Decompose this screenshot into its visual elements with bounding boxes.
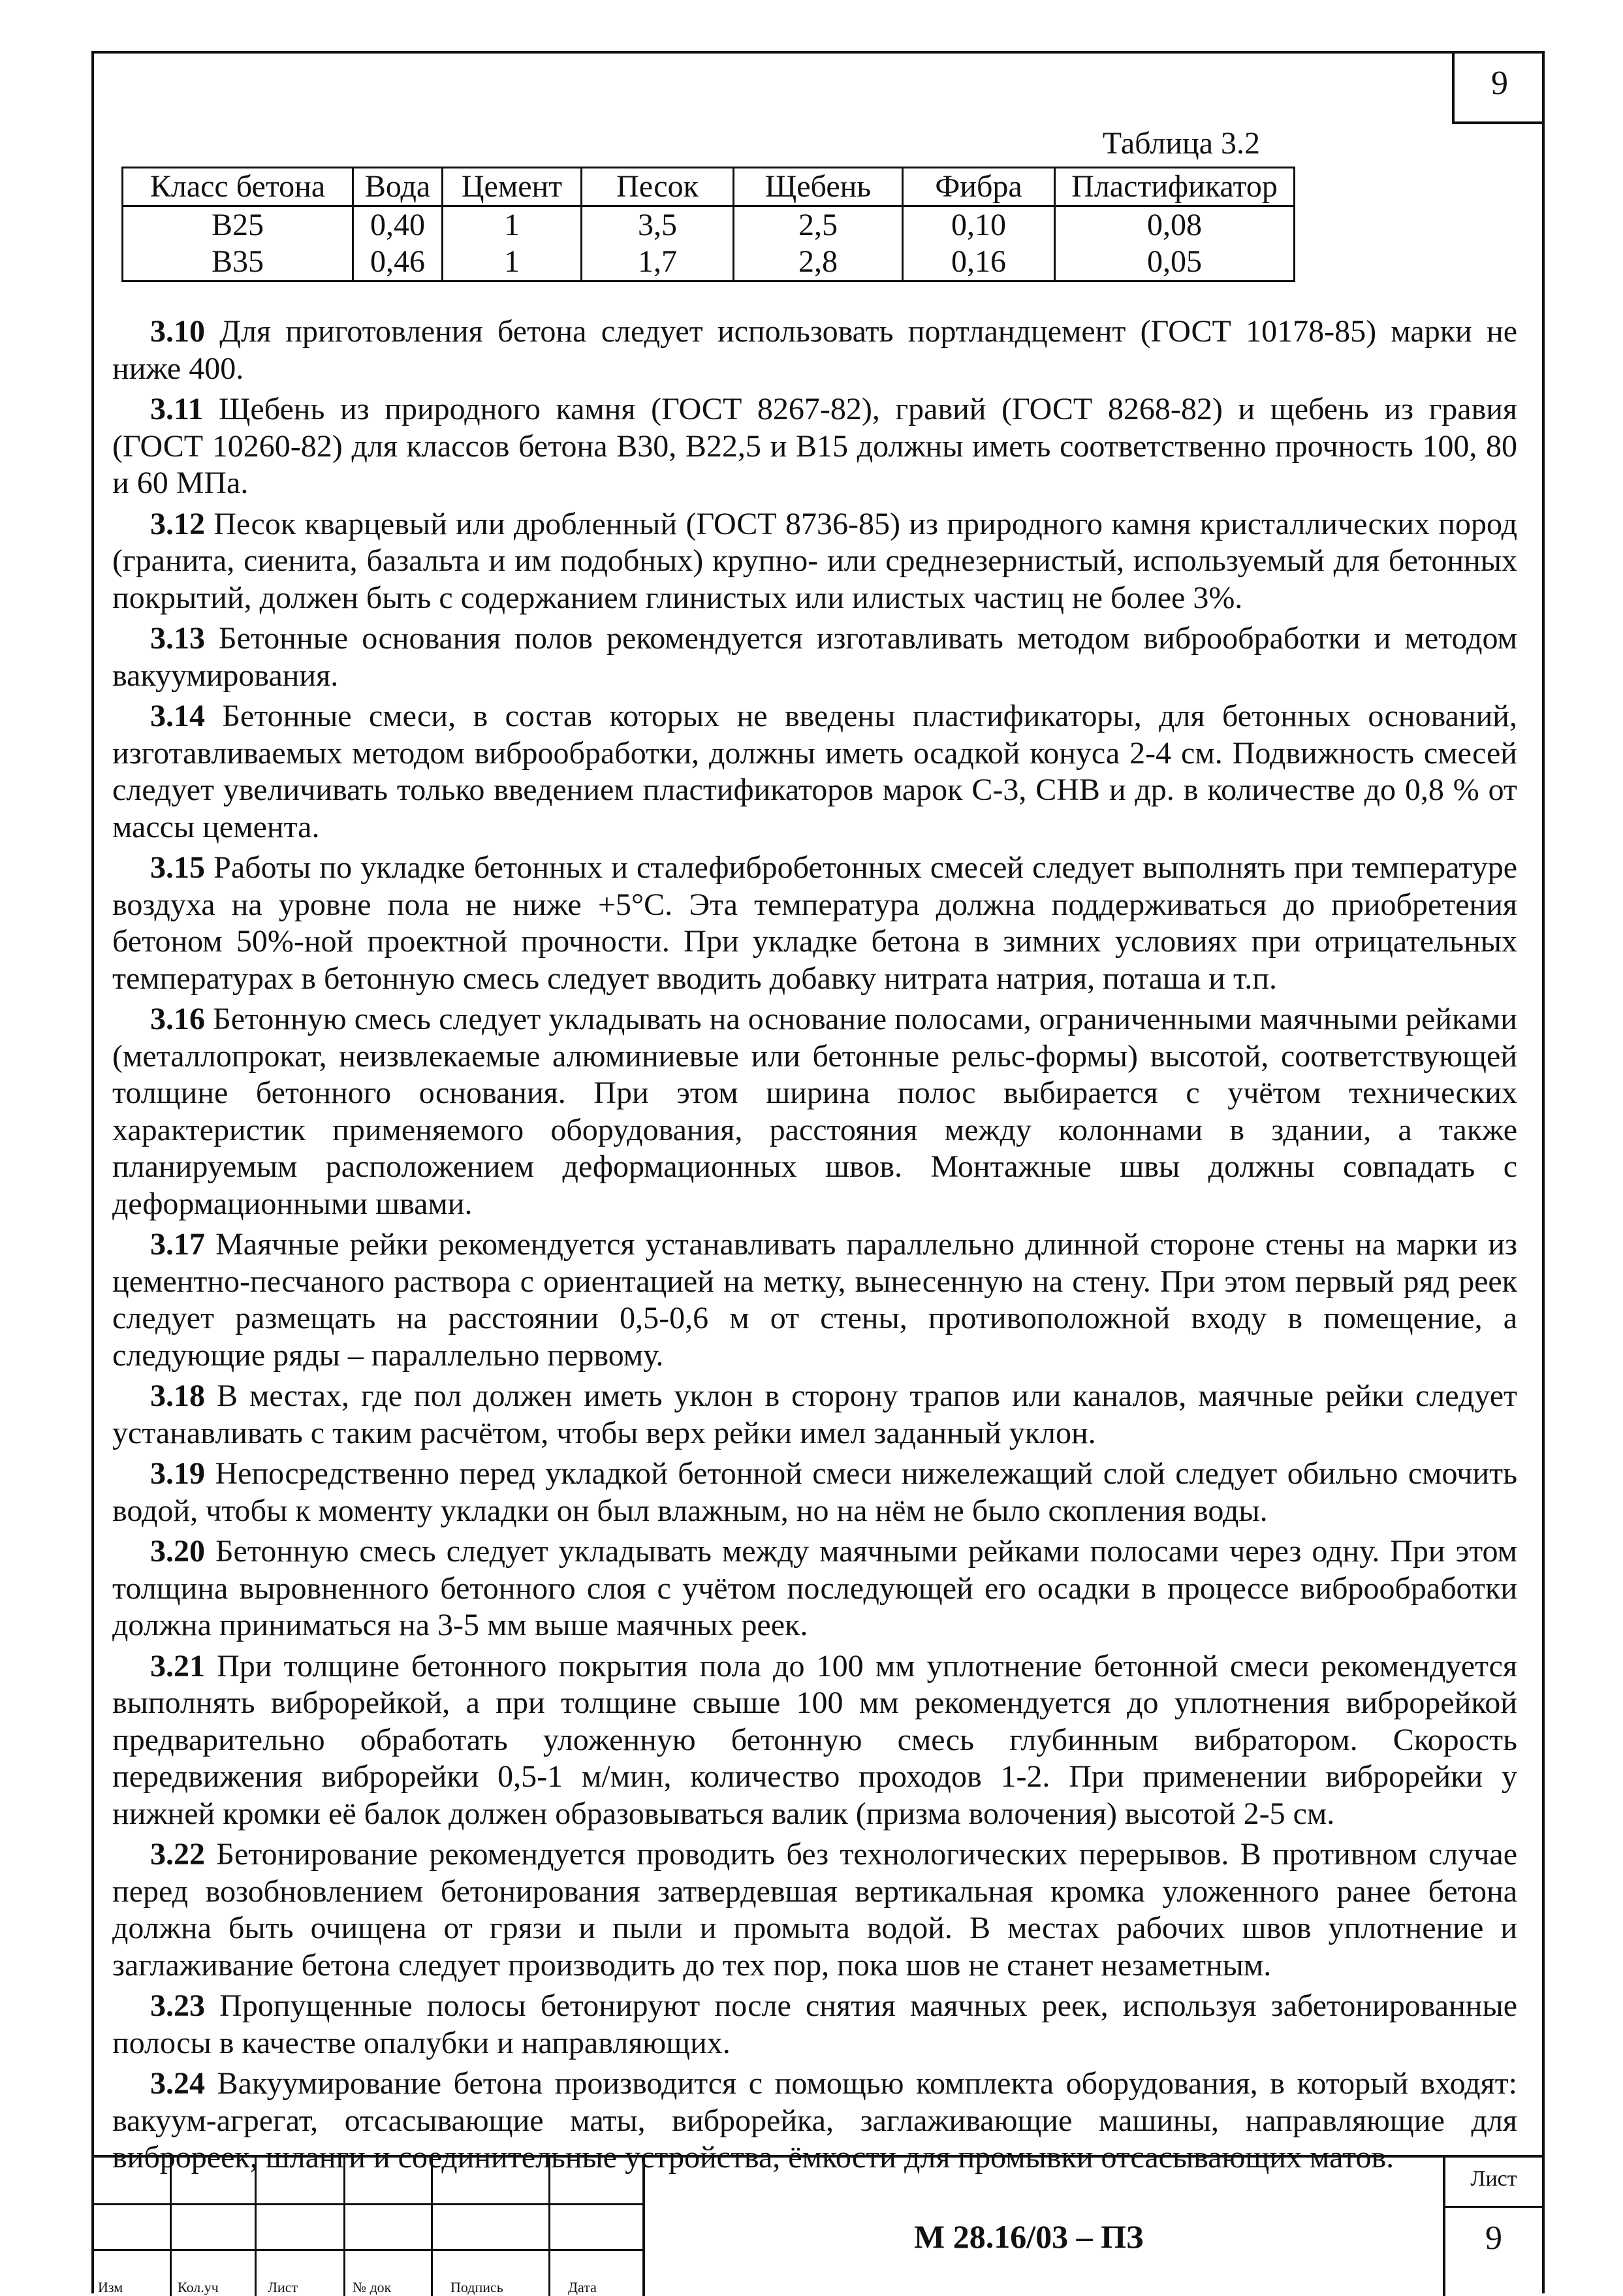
clause-number: 3.17: [150, 1227, 205, 1262]
column-label: № док: [353, 2279, 392, 2295]
grid-line: [255, 2158, 257, 2296]
table-header-cell: Пластификатор: [1055, 168, 1295, 206]
clause-number: 3.20: [150, 1534, 205, 1569]
sheet-label: Лист: [1470, 2167, 1517, 2191]
page-number-box: [1452, 51, 1545, 124]
table-cell: 1,7: [582, 244, 734, 281]
table-header-cell: Фибра: [903, 168, 1055, 206]
title-block: [91, 2155, 1545, 2293]
clause-text: Бетонную смесь следует укладывать между маячными рейками полосами через одну. При этом толщина выровненного бетонного слоя с учётом последующей его осадки в процессе виброобработки должна приниматься на 3-5 мм выше маячных реек.: [112, 1534, 1517, 1642]
clause-number: 3.12: [150, 506, 205, 541]
paragraph: [112, 1456, 1517, 1529]
clause-text: Бетонные основания полов рекомендуется изготавливать методом виброобработки и методом вакуумирования.: [112, 621, 1517, 693]
table-cell: 0,10: [903, 206, 1055, 244]
divider-line: [1443, 2206, 1545, 2208]
clause-text: Работы по укладке бетонных и сталефибробетонных смесей следует выполнять при температуре воздуха на уровне пола не ниже +5°С. Эта температура должна поддерживаться до приобретения бетоном 50%-ной проектной прочности. При укладке бетона в зимних условиях при отрицательных температурах в бетонную смесь следует вводить добавку нитрата натрия, поташа и т.п.: [112, 850, 1517, 996]
grid-line: [431, 2158, 433, 2296]
clause-text: Вакуумирование бетона производится с помощью комплекта оборудования, в который входят: вакуум-агрегат, отсасывающие маты, виброрейка, заглаживающие машины, направляющие для виброреек, шланги и соединительные устройства, ёмкости для промывки отсасывающих матов.: [112, 2066, 1517, 2175]
table-cell: 0,16: [903, 244, 1055, 281]
clause-text: Бетонные смеси, в состав которых не введены пластификаторы, для бетонных оснований, изготавливаемых методом виброобработки, должны иметь осадкой конуса 2-4 см. Подвижность смесей следует увеличивать только введением пластификаторов марок С-3, СНВ и др. в количестве до 0,8 % от массы цемента.: [112, 699, 1517, 844]
table-cell: 1: [443, 206, 582, 244]
clause-number: 3.19: [150, 1456, 205, 1491]
table-cell: 0,05: [1055, 244, 1295, 281]
table-header-cell: Вода: [353, 168, 443, 206]
paragraph: [112, 1001, 1517, 1222]
paragraph: [112, 850, 1517, 997]
clause-number: 3.21: [150, 1648, 205, 1683]
paragraph: [112, 1836, 1517, 1984]
table-cell: В25: [123, 206, 353, 244]
paragraph: [112, 1378, 1517, 1452]
clause-number: 3.24: [150, 2066, 205, 2101]
paragraph: [112, 391, 1517, 502]
concrete-mix-table: [121, 167, 1295, 282]
grid-line: [548, 2158, 550, 2296]
table-row: [123, 206, 1295, 244]
column-label: Кол.уч: [178, 2279, 219, 2295]
clause-text: Пропущенные полосы бетонируют после снятия маячных реек, используя забетонированные полосы в качестве опалубки и направляющих.: [112, 1988, 1517, 2060]
clause-number: 3.22: [150, 1837, 205, 1872]
clause-text: При толщине бетонного покрытия пола до 100 мм уплотнение бетонной смеси рекомендуется выполнять виброрейкой, а при толщине свыше 100 мм рекомендуется до уплотнения виброрейкой предварительно обработать уложенную бетонную смесь глубинным вибратором. Скорость передвижения виброрейки 0,5-1 м/мин, количество проходов 1-2. При применении виброрейки у нижней кромки её балок должен образовываться валик (призма волочения) высотой 2-5 см.: [112, 1648, 1517, 1831]
paragraph: [112, 313, 1517, 387]
table-cell: 0,46: [353, 244, 443, 281]
clause-number: 3.14: [150, 699, 205, 733]
clause-number: 3.15: [150, 850, 205, 885]
table-cell: 1: [443, 244, 582, 281]
table-cell: 0,40: [353, 206, 443, 244]
paragraph: [112, 1226, 1517, 1374]
grid-line: [91, 2203, 642, 2205]
clause-number: 3.10: [150, 314, 205, 349]
clause-text: Непосредственно перед укладкой бетонной смеси нижележащий слой следует обильно смочить водой, чтобы к моменту укладки он был влажным, но на нём не было скопления воды.: [112, 1456, 1517, 1528]
clause-text: В местах, где пол должен иметь уклон в сторону трапов или каналов, маячные рейки следует устанавливать с таким расчётом, чтобы верх рейки имел заданный уклон.: [112, 1379, 1517, 1450]
table-header-cell: Щебень: [734, 168, 903, 206]
sheet-number: 9: [1485, 2220, 1502, 2257]
clause-number: 3.16: [150, 1002, 205, 1036]
paragraph: [112, 1533, 1517, 1644]
column-label: Изм: [98, 2279, 123, 2295]
table-cell: 3,5: [582, 206, 734, 244]
column-label: Лист: [268, 2279, 298, 2295]
clause-text: Для приготовления бетона следует использовать портландцемент (ГОСТ 10178-85) марки не ниже 400.: [112, 314, 1517, 386]
table-cell: 0,08: [1055, 206, 1295, 244]
table-header-cell: Класс бетона: [123, 168, 353, 206]
table-cell: 2,8: [734, 244, 903, 281]
table-header-cell: Цемент: [443, 168, 582, 206]
divider-line: [642, 2158, 645, 2296]
revision-grid: [91, 2158, 642, 2296]
clause-text: Маячные рейки рекомендуется устанавливать параллельно длинной стороне стены на марки из цементно-песчаного раствора с ориентацией на метку, вынесенную на стену. При этом первый ряд реек следует размещать на расстоянии 0,5-0,6 м от стены, противоположной входу в помещение, а следующие ряды – параллельно первому.: [112, 1227, 1517, 1373]
clause-text: Щебень из природного камня (ГОСТ 8267-82), гравий (ГОСТ 8268-82) и щебень из гравия (ГОСТ 10260-82) для классов бетона В30, В22,5 и В15 должны иметь соответственно прочность 100, 80 и 60 МПа.: [112, 392, 1517, 500]
clause-text: Бетонную смесь следует укладывать на основание полосами, ограниченными маячными рейками (металлопрокат, неизвлекаемые алюминиевые или бетонные рельс-формы) высотой, соответствующей толщине бетонного основания. При этом ширина полос выбирается с учётом технических характеристик применяемого оборудования, расстояния между колоннами в здании, а также планируемым расположением деформационных швов. Монтажные швы должны совпадать с деформационными швами.: [112, 1002, 1517, 1221]
table-row: [123, 244, 1295, 281]
document-code: М 28.16/03 – ПЗ: [914, 2218, 1144, 2255]
grid-line: [170, 2158, 172, 2296]
paragraph: [112, 698, 1517, 846]
paragraph: [112, 1988, 1517, 2062]
clause-number: 3.13: [150, 621, 205, 656]
page-number: 9: [1491, 65, 1508, 102]
paragraph: [112, 506, 1517, 617]
clause-text: Бетонирование рекомендуется проводить без технологических перерывов. В противном случае перед возобновлением бетонирования затвердевшая вертикальная кромка уложенного ранее бетона должна быть очищена от грязи и пыли и промыта водой. В местах рабочих швов уплотнение и заглаживание бетона следует производить до тех пор, пока шов не станет незаметным.: [112, 1837, 1517, 1983]
clause-number: 3.11: [150, 392, 204, 426]
table-cell: 2,5: [734, 206, 903, 244]
paragraph: [112, 620, 1517, 694]
clause-text: Песок кварцевый или дробленный (ГОСТ 8736-85) из природного камня кристаллических пород (гранита, сиенита, базальта и им подобных) крупно- или среднезернистый, используемый для бетонных покрытий, должен быть с содержанием глинистых или илистых частиц не более 3%.: [112, 506, 1517, 615]
table-cell: В35: [123, 244, 353, 281]
clause-number: 3.18: [150, 1379, 205, 1413]
table-header-row: [123, 168, 1295, 206]
column-label: Дата: [568, 2279, 597, 2295]
table-header-cell: Песок: [582, 168, 734, 206]
clause-number: 3.23: [150, 1988, 205, 2023]
table-caption: Таблица 3.2: [1102, 126, 1260, 161]
grid-line: [343, 2158, 345, 2296]
document-body: [112, 313, 1517, 2180]
column-label: Подпись: [450, 2279, 503, 2295]
grid-line: [91, 2249, 642, 2251]
paragraph: [112, 1648, 1517, 1833]
